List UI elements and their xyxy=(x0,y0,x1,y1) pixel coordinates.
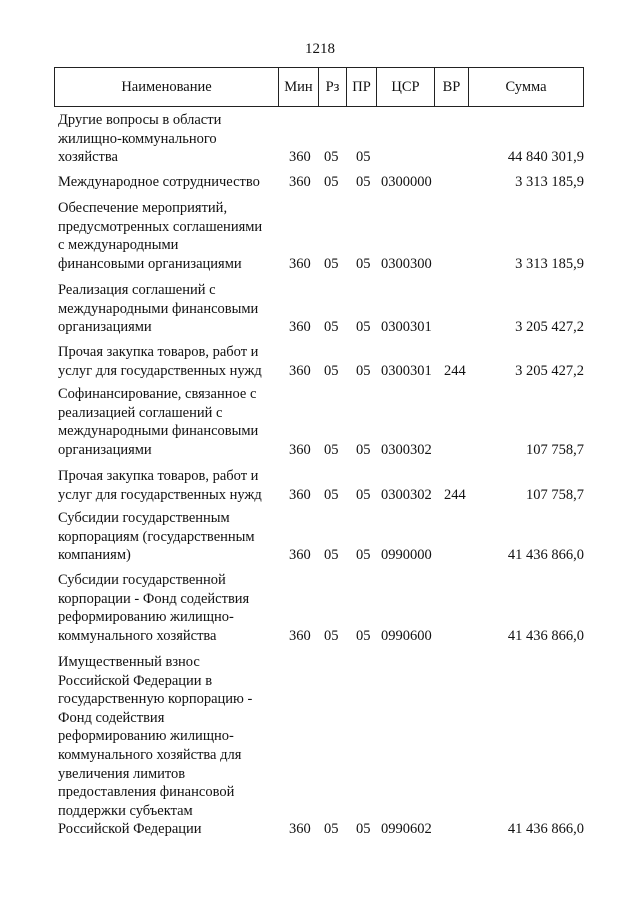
row-name-line: международными финансовыми xyxy=(58,300,259,317)
row-name-line: Субсидии государственным xyxy=(58,510,230,526)
row-csr: 0300301 xyxy=(381,319,432,336)
row-min: 360 xyxy=(289,319,311,336)
row-pr: 05 xyxy=(356,627,371,644)
row-name xyxy=(58,571,272,645)
row-csr: 0300301 xyxy=(381,362,432,379)
row-sum: 44 840 301,9 xyxy=(507,149,584,166)
row-pr: 05 xyxy=(356,319,371,336)
row-rz: 05 xyxy=(324,319,339,336)
row-min: 360 xyxy=(289,547,311,564)
header-rz: Рз xyxy=(319,68,347,106)
row-name-line: реализацией соглашений с xyxy=(58,404,223,421)
row-name xyxy=(58,467,272,504)
header-csr: ЦСР xyxy=(377,68,435,106)
row-min: 360 xyxy=(289,821,311,838)
row-sum: 41 436 866,0 xyxy=(507,547,584,564)
row-name-line: реформированию жилищно- xyxy=(58,609,234,626)
row-csr: 0300302 xyxy=(381,486,432,503)
row-name-line: государственную корпорацию - xyxy=(58,691,253,708)
row-sum: 41 436 866,0 xyxy=(507,821,584,838)
row-name xyxy=(58,509,272,565)
row-name-line: Прочая закупка товаров, работ и xyxy=(58,344,259,360)
row-rz: 05 xyxy=(324,255,339,272)
row-vr: 244 xyxy=(444,486,466,503)
row-name-line: международными финансовыми xyxy=(58,423,259,440)
row-name-line: Прочая закупка товаров, работ и xyxy=(58,468,259,484)
row-min: 360 xyxy=(289,627,311,644)
row-rz: 05 xyxy=(324,441,339,458)
row-name-line: реформированию жилищно- xyxy=(58,728,234,745)
row-name-line: услуг для государственных нужд xyxy=(58,362,262,379)
row-name-line: организациями xyxy=(58,319,152,336)
row-name-line: Российской Федерации xyxy=(58,821,202,838)
row-pr: 05 xyxy=(356,547,371,564)
row-name-line: хозяйства xyxy=(58,149,118,166)
row-name-line: Российской Федерации в xyxy=(58,672,213,689)
row-name xyxy=(58,653,272,839)
row-sum: 107 758,7 xyxy=(526,441,584,458)
row-sum: 3 313 185,9 xyxy=(515,255,584,272)
row-name-line: увеличения лимитов xyxy=(58,765,186,782)
row-name-line: Другие вопросы в области xyxy=(58,112,222,128)
row-name xyxy=(58,385,272,459)
row-name xyxy=(58,199,272,273)
row-name-line: корпорациям (государственным xyxy=(58,528,255,545)
row-rz: 05 xyxy=(324,149,339,166)
row-name-line: Субсидии государственной xyxy=(58,572,226,588)
row-pr: 05 xyxy=(356,362,371,379)
row-name-line: предусмотренных соглашениями xyxy=(58,218,263,235)
row-name-line: Софинансирование, связанное с xyxy=(58,386,257,402)
row-min: 360 xyxy=(289,441,311,458)
row-rz: 05 xyxy=(324,547,339,564)
row-name-line: предоставления финансовой xyxy=(58,784,235,801)
row-pr: 05 xyxy=(356,149,371,166)
row-rz: 05 xyxy=(324,174,339,190)
row-pr: 05 xyxy=(356,821,371,838)
row-min: 360 xyxy=(289,255,311,272)
row-csr: 0990602 xyxy=(381,821,432,838)
row-name-line: с международными xyxy=(58,237,179,254)
row-min: 360 xyxy=(289,149,311,166)
row-name xyxy=(58,173,272,192)
row-name-line: корпорации - Фонд содействия xyxy=(58,590,250,607)
row-csr: 0990600 xyxy=(381,627,432,644)
row-rz: 05 xyxy=(324,486,339,503)
row-rz: 05 xyxy=(324,362,339,379)
header-min: Мин xyxy=(279,68,319,106)
row-sum: 3 313 185,9 xyxy=(515,174,584,190)
row-vr: 244 xyxy=(444,362,466,379)
row-name-line: услуг для государственных нужд xyxy=(58,486,262,503)
row-name-line: поддержки субъектам xyxy=(58,802,193,819)
row-name-line: организациями xyxy=(58,441,152,458)
row-csr: 0300302 xyxy=(381,441,432,458)
row-name-line: коммунального хозяйства xyxy=(58,627,217,644)
page-number: 1218 xyxy=(305,41,335,57)
row-min: 360 xyxy=(289,486,311,503)
row-sum: 3 205 427,2 xyxy=(515,362,584,379)
row-pr: 05 xyxy=(356,255,371,272)
row-csr: 0300300 xyxy=(381,255,432,272)
row-name xyxy=(58,281,272,337)
row-name-line: жилищно-коммунального xyxy=(58,130,217,147)
row-name-line: компаниям) xyxy=(58,547,131,564)
row-name-line: Международное сотрудничество xyxy=(58,174,260,190)
row-name xyxy=(58,111,272,167)
row-name-line: Имущественный взнос xyxy=(58,654,200,670)
header-pr: ПР xyxy=(347,68,377,106)
row-name-line: финансовыми организациями xyxy=(58,255,242,272)
row-sum: 3 205 427,2 xyxy=(515,319,584,336)
row-csr: 0300000 xyxy=(381,174,432,190)
row-name-line: коммунального хозяйства для xyxy=(58,746,242,763)
row-csr: 0990000 xyxy=(381,547,432,564)
table-header xyxy=(54,67,584,107)
row-pr: 05 xyxy=(356,441,371,458)
row-pr: 05 xyxy=(356,174,371,190)
row-min: 360 xyxy=(289,174,311,190)
row-name-line: Фонд содействия xyxy=(58,709,165,726)
header-vr: ВР xyxy=(435,68,469,106)
row-name xyxy=(58,343,272,380)
header-sum: Сумма xyxy=(505,79,547,95)
row-min: 360 xyxy=(289,362,311,379)
row-sum: 107 758,7 xyxy=(526,486,584,503)
row-sum: 41 436 866,0 xyxy=(507,627,584,644)
row-rz: 05 xyxy=(324,627,339,644)
header-name: Наименование xyxy=(55,68,279,106)
row-pr: 05 xyxy=(356,486,371,503)
row-name-line: Обеспечение мероприятий, xyxy=(58,200,228,216)
row-name-line: Реализация соглашений с xyxy=(58,282,216,298)
row-rz: 05 xyxy=(324,821,339,838)
